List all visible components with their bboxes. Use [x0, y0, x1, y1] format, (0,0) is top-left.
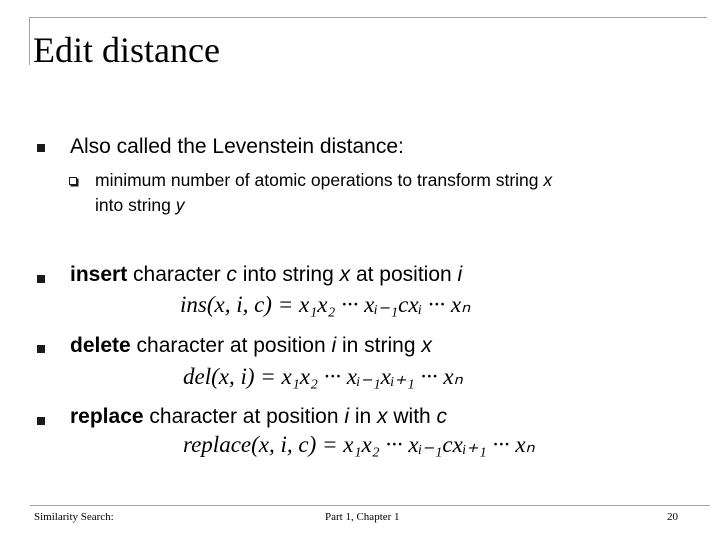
bullet-text: at position	[350, 263, 458, 286]
bullet-icon	[37, 275, 45, 283]
bullet-text: with	[387, 405, 437, 428]
var-i: i	[344, 405, 350, 428]
var-i: i	[457, 263, 463, 286]
var-x: x	[339, 263, 351, 286]
bullet-text: into string	[236, 263, 340, 286]
var-c: c	[226, 263, 237, 286]
bullet-text: character at position	[130, 334, 332, 357]
var-x: x	[377, 405, 388, 428]
bullet-levenstein	[70, 134, 404, 160]
bullet-insert	[70, 262, 462, 288]
var-y: y	[175, 195, 185, 215]
bullet-text: character at position	[143, 405, 345, 428]
slide-title: Edit distance	[33, 30, 220, 70]
footer-rule	[30, 505, 710, 506]
bullet-delete	[70, 333, 432, 359]
bullet-replace	[70, 404, 447, 430]
sub-bullet-text-2: into string	[95, 195, 176, 215]
bullet-icon	[37, 417, 45, 425]
formula-ins	[180, 292, 470, 318]
formula-replace	[183, 432, 535, 458]
var-x: x	[543, 170, 553, 190]
var-x: x	[421, 334, 432, 357]
sub-bullet-icon	[69, 177, 77, 185]
formula-del-text: del(x, i) = x₁x₂ ··· xᵢ₋₁xᵢ₊₁ ··· xₙ	[183, 364, 463, 389]
footer-center: Part 1, Chapter 1	[325, 511, 400, 523]
bullet-text: Also called the Levenstein distance:	[70, 135, 404, 158]
bullet-text: in string	[336, 334, 422, 357]
sub-bullet-definition	[95, 168, 695, 218]
formula-del	[183, 364, 463, 390]
frame-left-rule	[29, 17, 30, 65]
sub-bullet-text-1: minimum number of atomic operations to transform string	[95, 170, 544, 190]
keyword-delete: delete	[70, 334, 131, 357]
keyword-replace: replace	[70, 405, 144, 428]
formula-replace-text: replace(x, i, c) = x₁x₂ ··· xᵢ₋₁cxᵢ₊₁ ··· xₙ	[183, 432, 535, 457]
footer-left: Similarity Search:	[34, 511, 114, 523]
bullet-icon	[37, 144, 45, 152]
var-c: c	[436, 405, 448, 428]
frame-top-rule	[29, 17, 707, 18]
bullet-text: character	[127, 263, 227, 286]
bullet-icon	[37, 345, 45, 353]
keyword-insert: insert	[70, 263, 128, 286]
bullet-text: in	[349, 405, 378, 428]
page-number: 20	[667, 511, 678, 523]
var-i: i	[331, 334, 337, 357]
formula-ins-text: ins(x, i, c) = x₁x₂ ··· xᵢ₋₁cxᵢ ··· xₙ	[180, 292, 471, 317]
